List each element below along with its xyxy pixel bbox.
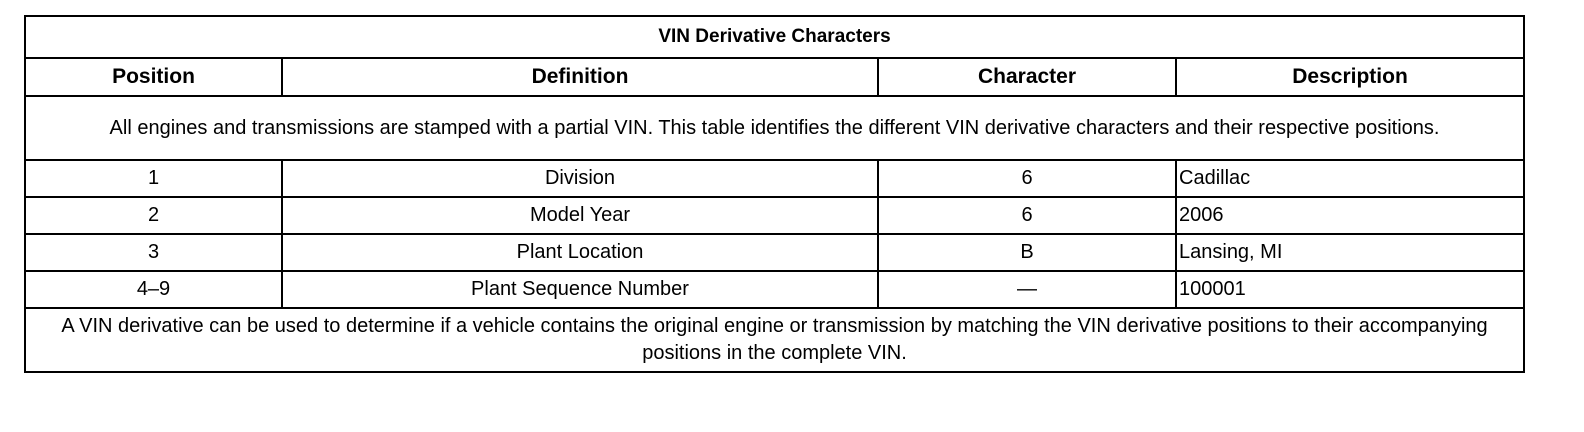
- table-row: [25, 271, 1524, 308]
- cell-definition: Plant Location: [282, 234, 878, 271]
- vin-derivative-table: [24, 15, 1525, 373]
- footer-note-row: [25, 308, 1524, 372]
- intro-note-row: [25, 96, 1524, 160]
- cell-description: Lansing, MI: [1176, 234, 1524, 271]
- cell-position: 2: [25, 197, 282, 234]
- column-header-position: Position: [25, 58, 282, 96]
- column-header-description: Description: [1176, 58, 1524, 96]
- table-header-row: [25, 58, 1524, 96]
- table-title: VIN Derivative Characters: [25, 16, 1524, 58]
- table-row: [25, 197, 1524, 234]
- cell-description: Cadillac: [1176, 160, 1524, 197]
- footer-note: A VIN derivative can be used to determine if a vehicle contains the original engine or transmission by matching the VIN derivative positions to their accompanying positions in the complete VIN.: [25, 308, 1524, 372]
- table-row: [25, 160, 1524, 197]
- cell-definition: Plant Sequence Number: [282, 271, 878, 308]
- cell-character: 6: [878, 160, 1176, 197]
- cell-description: 100001: [1176, 271, 1524, 308]
- table-title-row: [25, 16, 1524, 58]
- cell-position: 1: [25, 160, 282, 197]
- cell-character: —: [878, 271, 1176, 308]
- cell-description: 2006: [1176, 197, 1524, 234]
- cell-definition: Division: [282, 160, 878, 197]
- column-header-character: Character: [878, 58, 1176, 96]
- column-header-definition: Definition: [282, 58, 878, 96]
- cell-character: B: [878, 234, 1176, 271]
- intro-note: All engines and transmissions are stamped with a partial VIN. This table identifies the different VIN derivative characters and their respective positions.: [25, 96, 1524, 160]
- table-row: [25, 234, 1524, 271]
- cell-character: 6: [878, 197, 1176, 234]
- cell-position: 4–9: [25, 271, 282, 308]
- cell-definition: Model Year: [282, 197, 878, 234]
- cell-position: 3: [25, 234, 282, 271]
